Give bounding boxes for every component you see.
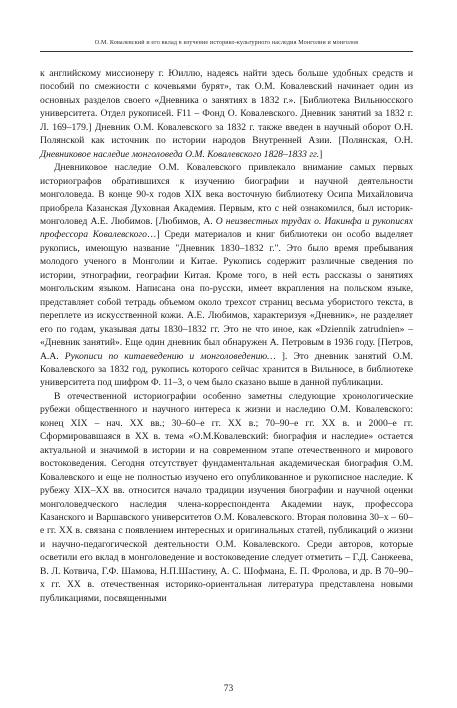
- text-segment: ]. Это дневник занятий О.М. Ковалевского за 1832 год, рукопись которого сейчас хранится в Вильнюсе, в библиотеке университета под шифром Ф. 11–3, о чем было сказано выше в данной публикации.: [40, 350, 413, 389]
- header-rule: [40, 51, 413, 52]
- text-segment: …] Среди материалов и книг библиотеки он особо выделяет рукопись, имеющую название "Дневник 1830–1832 г.". Это было время пребывания молодого ученого в Монголии и Китае. Рукопись содержит различные сведения по истории, этнографии, географии Китая. Кроме того, в ней есть рассказы о занятиях монгольским языком. Написана она по-русски, имеет вкрапления на польском языке, представляет собой тетрадь объемом около трехсот страниц весьма убористого текста, в переплете из искусственной кожи. А.Е. Любимов, характеризуя «Дневник», не разделяет его по годам, указывая даты 1830–1832 гг. Это не что иное, как «Dziennik zatrudnien» – «Дневник занятий». Еще один дневник был обнаружен А. Петровым в 1936 году. [Петров, А.А.: [40, 229, 413, 362]
- running-header: О.М. Ковалевский и его вклад в изучение историко-культурного наследия Монголии и монголов: [94, 40, 359, 46]
- text-segment: Дневниковое наследие О.М. Ковалевского привлекало внимание самых первых историографов обратившихся к изучению биографии и научной деятельности монголоведа. В конце 90-х годов XIX века восточную библиотеку Осипа Михайловича приобрела Казанская Духовная Академия. Первым, кто с ней ознакомился, был историк-монголовед А.Е. Любимов. [Любимов, А.: [40, 162, 413, 227]
- text-segment: ]: [319, 148, 323, 160]
- paragraph-1: [40, 67, 413, 161]
- text-segment: к английскому миссионеру г. Юиллю, надеясь найти здесь больше удобных средств и пособий по смежности с кочевьями бурят», так О.М. Ковалевский начинает один из основных разделов своего «Дневника о занятиях в 1832 г.». [Библиотека Вильнюсского университета. Отдел рукописей. F11 – Фонд О. Ковалевского. Дневник занятий за 1832 г. Л. 169–179.] Дневник О.М. Ковалевского за 1832 г. также введен в научный оборот О.Н. Полянской как источник по истории народов Внутренней Азии. [Полянская, О.Н.: [40, 68, 413, 147]
- text-segment: В отечественной историографии особенно заметны следующие хронологические рубежи общественного и научного интереса к жизни и наследию О.М. Ковалевского: конец XIX – нач. XX вв.; 30–60–е гг. XX в.; 70–90–е гг. XX в. и 2000–е гг. Сформировавшаяся в XX в. тема «О.М.Ковалевский: биография и наследие» остается актуальной и значимой в истории и на современном этапе отечественного и мирового востоковедения. Сегодня отсутствует фундаментальная академическая биография О.М. Ковалевского и еще не полностью изучено его опубликованное и рукописное наследие. К рубежу XIX–XX вв. относится начало традиции изучения биографии и научной оценки монголоведческого наследия члена-корреспондента Академии наук, профессора Казанского и Варшавского университетов О.М. Ковалевского. Вторая половина 30–х – 60–е гг. XX в. связана с появлением интересных и оригинальных статей, публикаций о жизни и научно-педагогической деятельности О.М. Ковалевского. Среди авторов, которые осветили его вклад в монголоведение и востоковедение следует отметить – Г.Д. Санжеева, В. Л. Котвича, Г.Ф. Шамова, Н.П.Шастину, А. С. Шофмана, Е. П. Фролова, и др. В 70–90–х гг. XX в. отечественная историко-ориентальная литература представлена новыми публикациями, посвященными: [40, 390, 413, 604]
- body-text: [40, 67, 413, 605]
- paragraph-2: [40, 161, 413, 390]
- paragraph-3: [40, 390, 413, 605]
- page-number: 73: [223, 684, 234, 694]
- italic-citation: О неизвестных трудах о. Иакинфа и рукописях профессора Ковалевского: [40, 215, 413, 241]
- italic-citation: Рукописи по китаеведению и монголоведению…: [64, 350, 276, 362]
- italic-citation: Дневниковое наследие монголоведа О.М. Ковалевского 1828–1833 гг.: [40, 148, 320, 160]
